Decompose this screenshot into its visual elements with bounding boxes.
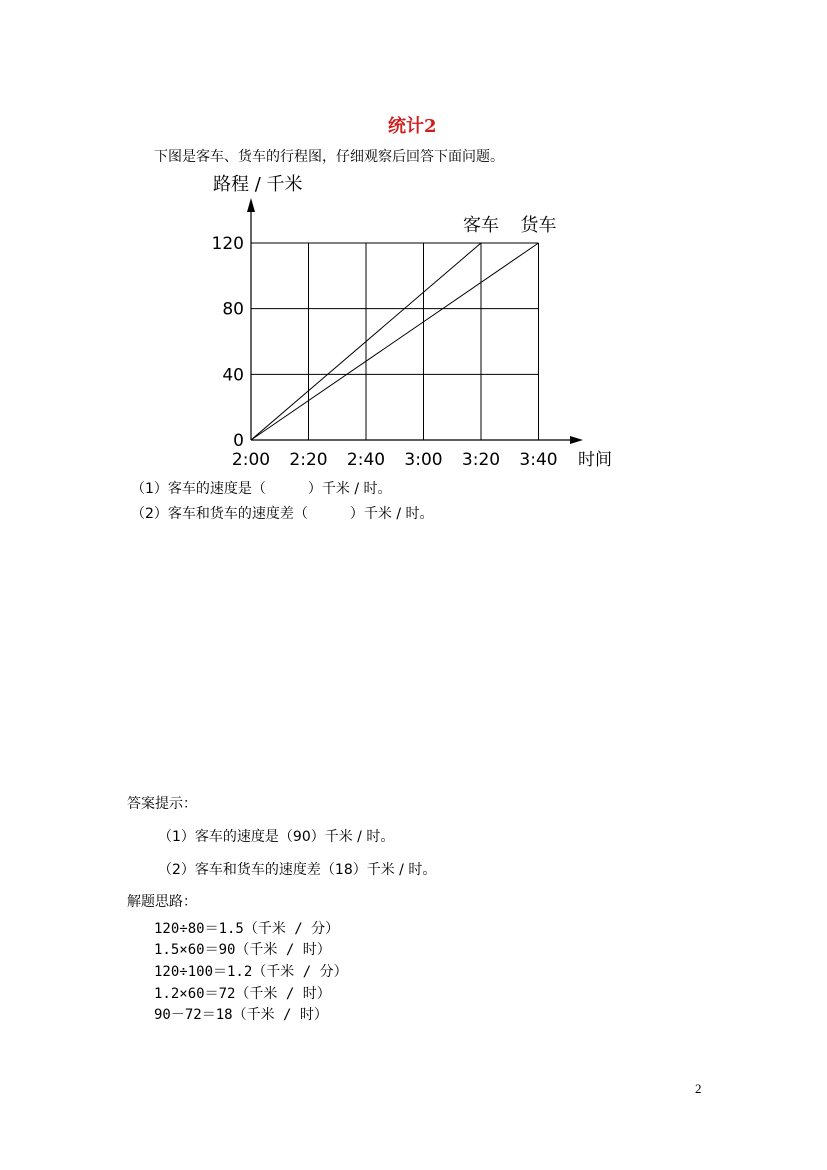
y-tick-label: 0 (233, 431, 244, 451)
travel-chart (0, 0, 827, 480)
solution-line: 90－72＝18（千米 / 时） (154, 1007, 328, 1023)
solution-line: 120÷80＝1.5（千米 / 分） (154, 921, 340, 937)
series-label: 客车 (463, 215, 499, 236)
solution-line: 120÷100＝1.2（千米 / 分） (154, 964, 348, 980)
x-tick-label: 2:40 (346, 450, 386, 470)
page-number: 2 (695, 1081, 702, 1096)
y-tick-label: 120 (211, 234, 244, 254)
solution-line: 1.5×60＝90（千米 / 时） (154, 942, 331, 958)
y-axis-label: 路程 / 千米 (213, 174, 303, 195)
series-label: 货车 (520, 215, 557, 236)
answer-heading: 答案提示： (127, 796, 197, 812)
x-axis-label: 时间 (578, 450, 612, 470)
x-axis-arrow (570, 436, 583, 444)
x-tick-label: 3:20 (461, 450, 501, 470)
solution-line: 1.2×60＝72（千米 / 时） (154, 986, 331, 1002)
x-tick-label: 2:00 (231, 450, 271, 470)
series-line (251, 243, 539, 440)
y-tick-label: 40 (222, 365, 244, 386)
answer-1: （1）客车的速度是（90）千米 / 时。 (158, 829, 395, 845)
intro-text: 下图是客车、货车的行程图，仔细观察后回答下面问题。 (154, 149, 504, 165)
x-tick-label: 2:20 (289, 450, 328, 470)
question-1: （1）客车的速度是（ ）千米 / 时。 (131, 481, 392, 497)
question-2: （2）客车和货车的速度差（ ）千米 / 时。 (131, 506, 434, 522)
x-tick-label: 3:00 (404, 450, 443, 470)
answer-2: （2）客车和货车的速度差（18）千米 / 时。 (158, 862, 437, 878)
y-tick-label: 80 (222, 299, 244, 320)
solution-heading: 解题思路： (127, 894, 197, 910)
y-axis-arrow (247, 198, 255, 212)
page-title: 统计2 (388, 116, 437, 137)
chart-series (251, 243, 539, 440)
x-tick-label: 3:40 (519, 450, 558, 470)
